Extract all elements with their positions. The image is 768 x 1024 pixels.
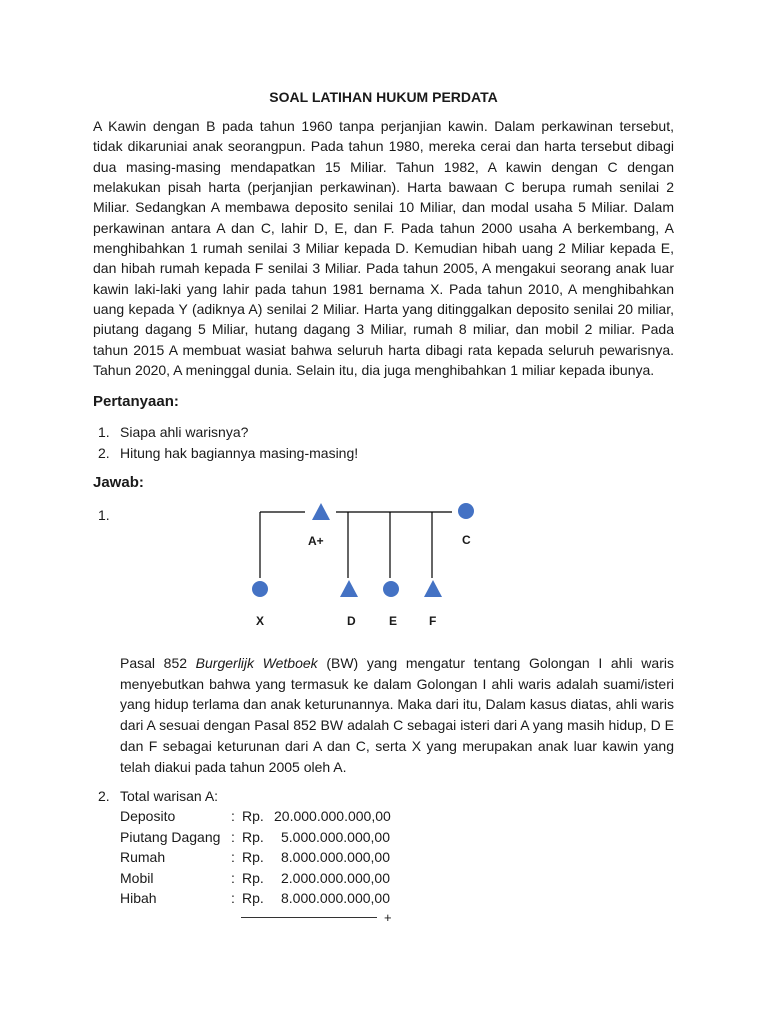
asset-amount: 2.000.000.000,00 — [281, 869, 390, 886]
table-row — [120, 868, 390, 889]
questions-heading: Pertanyaan: — [93, 393, 179, 410]
asset-label: Piutang Dagang — [120, 828, 221, 845]
label-e: E — [389, 614, 398, 628]
asset-amount: 8.000.000.000,00 — [281, 890, 390, 906]
question-number: 2. — [98, 445, 110, 461]
person-d-triangle-icon — [340, 580, 358, 597]
asset-label: Rumah — [120, 849, 166, 865]
asset-label: Deposito — [120, 808, 176, 824]
table-row — [120, 827, 390, 848]
question-text: Hitung hak bagiannya masing-masing! — [120, 445, 359, 461]
answer-heading: Jawab: — [93, 474, 144, 491]
asset-amount: 8.000.000.000,00 — [281, 849, 390, 865]
answer-1-number: 1. — [98, 507, 110, 523]
asset-currency: Rp. — [242, 849, 264, 865]
asset-currency: Rp. — [242, 869, 264, 886]
table-row — [120, 806, 390, 827]
answer-1-paragraph — [120, 653, 674, 777]
case-paragraph: A Kawin dengan B pada tahun 1960 tanpa perjanjian kawin. Dalam perkawinan tersebut, tidak dikaruniai anak seorangpun. Pada tahun 1980, mereka cerai dan harta tersebut dibagi dua masing-masing mendapatkan 15 Miliar. Tahun 1982, A kawin dengan C dengan melakukan pisah harta (perjanjian perkawinan). Harta bawaan C berupa rumah senilai 2 Miliar. Sedangkan A membawa deposito senilai 10 Miliar, dan modal usaha 5 Miliar. Dalam perkawinan antara A dan C, lahir D, E, dan F. Pada tahun 2000 usaha A berkembang, A menghibahkan 1 rumah senilai 3 Miliar kepada D. Kemudian hibah uang 2 Miliar kepada E, dan hibah rumah kepada F senilai 3 Miliar. Pada tahun 2005, A mengakui seorang anak luar kawin laki-laki yang lahir pada tahun 1981 bernama X. Pada tahun 2010, A menghibahkan uang kepada Y (adiknya A) senilai 2 Miliar. Harta yang ditinggalkan deposito senilai 20 miliar, piutang dagang 5 Miliar, hutang dagang 3 Miliar, rumah 8 miliar, dan mobil 2 miliar. Pada tahun 2015 A membuat wasiat bahwa seluruh harta dibagi rata kepada seluruh pewarisnya. Tahun 2020, A meninggal dunia. Selain itu, dia juga menghibahkan 1 miliar kepada ibunya. — [93, 118, 674, 379]
answer-1-italic-term: Burgerlijk Wetboek — [195, 655, 318, 671]
asset-currency: Rp. — [242, 828, 264, 845]
total-inheritance-title: Total warisan A: — [120, 788, 219, 804]
asset-colon: : — [231, 890, 235, 906]
sum-underline — [241, 917, 377, 918]
asset-colon: : — [231, 869, 235, 886]
asset-amount: 20.000.000.000,00 — [274, 808, 391, 824]
label-c: C — [462, 533, 471, 547]
asset-colon: : — [231, 828, 235, 845]
person-e-circle-icon — [383, 581, 399, 597]
answer-1-text-rest: (BW) yang mengatur tentang Golongan I ahli waris menyebutkan bahwa yang termasuk ke dalam Golongan I ahli waris adalah suami/isteri yang hidup terlama dan anak keturunannya. Maka dari itu, Dalam kasus diatas, ahli waris dari A sesuai dengan Pasal 852 BW adalah C sebagai isteri dari A yang masih hidup, D E dan F sebagai keturunan dari A dan C, serta X yang merupakan anak luar kawin yang telah diakui pada tahun 2005 oleh A. — [120, 655, 674, 775]
question-number: 1. — [98, 424, 110, 440]
person-a-triangle-icon — [312, 503, 330, 520]
sum-plus-sign: + — [384, 910, 392, 925]
answer-2-number: 2. — [98, 788, 110, 804]
asset-colon: : — [231, 808, 235, 824]
asset-currency: Rp. — [242, 808, 264, 824]
asset-currency: Rp. — [242, 890, 264, 906]
asset-table — [120, 806, 390, 909]
table-row — [120, 847, 390, 868]
page-title: SOAL LATIHAN HUKUM PERDATA — [269, 89, 498, 105]
label-a: A+ — [308, 534, 324, 548]
answer-1-text-start: Pasal 852 — [120, 655, 196, 671]
question-text: Siapa ahli warisnya? — [120, 424, 249, 440]
asset-label: Mobil — [120, 869, 154, 886]
table-row — [120, 888, 390, 909]
label-f: F — [429, 614, 437, 628]
person-c-circle-icon — [458, 503, 474, 519]
asset-amount: 5.000.000.000,00 — [281, 828, 390, 845]
label-x: X — [256, 614, 265, 628]
asset-label: Hibah — [120, 890, 157, 906]
person-f-triangle-icon — [424, 580, 442, 597]
person-x-circle-icon — [252, 581, 268, 597]
label-d: D — [347, 614, 356, 628]
asset-colon: : — [231, 849, 235, 865]
